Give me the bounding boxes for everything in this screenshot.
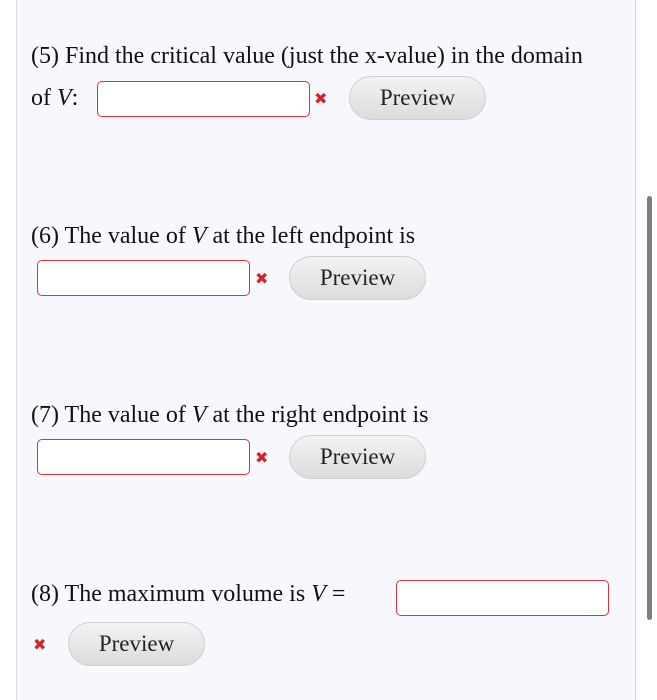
question-5-text: (5) Find the critical value (just the x-value) in the domain [31,43,583,69]
question-6-text: (6) The value of V at the left endpoint is [31,223,416,249]
answer-input-5[interactable] [97,81,310,117]
x-mark-icon: ✖ [255,269,269,288]
variable-v: V [311,581,326,607]
x-mark-icon: ✖ [33,635,47,654]
variable-v: V [191,402,207,428]
preview-button-6[interactable]: Preview [289,256,426,300]
answer-input-8[interactable] [396,580,609,616]
answer-input-6[interactable] [37,260,250,296]
vertical-scrollbar[interactable] [647,196,652,620]
question-8-text: (8) The maximum volume is V = [31,581,346,607]
variable-v: V [191,223,207,249]
variable-v: V [57,85,72,111]
question-7-text: (7) The value of V at the right endpoint is [31,402,429,428]
preview-button-5[interactable]: Preview [349,76,486,120]
answer-input-7[interactable] [37,439,250,475]
x-mark-icon: ✖ [255,448,269,467]
question-5-text-line2: of V: [31,85,79,111]
preview-button-7[interactable]: Preview [289,435,426,479]
x-mark-icon: ✖ [314,89,328,108]
preview-button-8[interactable]: Preview [68,622,205,666]
